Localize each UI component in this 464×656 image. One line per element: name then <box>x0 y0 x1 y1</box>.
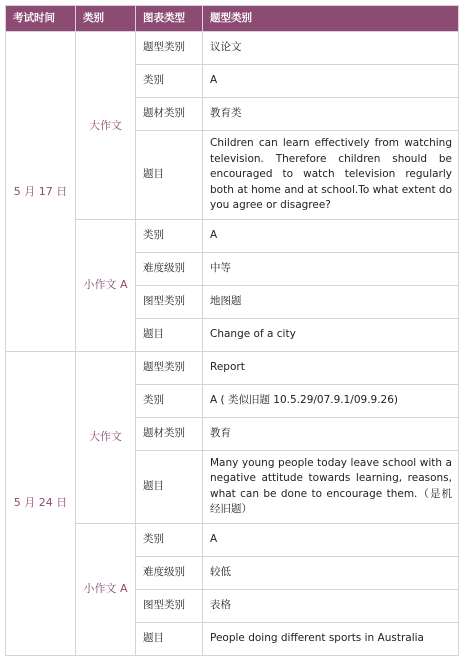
row-value: 表格 <box>203 589 459 622</box>
row-value: Report <box>203 351 459 384</box>
exam-date: 5 月 17 日 <box>6 32 76 352</box>
row-field: 难度级别 <box>136 556 203 589</box>
row-field: 类别 <box>136 384 203 417</box>
header-question-type: 题型类别 <box>203 6 459 32</box>
row-value: A <box>203 219 459 252</box>
header-exam-time: 考试时间 <box>6 6 76 32</box>
table-row <box>6 351 459 384</box>
row-field: 图型类别 <box>136 589 203 622</box>
section-category: 小作文 A <box>76 523 136 655</box>
row-field: 类别 <box>136 65 203 98</box>
row-value: 教育类 <box>203 98 459 131</box>
row-field: 类别 <box>136 523 203 556</box>
row-value: A <box>203 523 459 556</box>
row-field: 题材类别 <box>136 417 203 450</box>
exam-table <box>5 5 459 656</box>
exam-date: 5 月 24 日 <box>6 351 76 655</box>
row-field: 题目 <box>136 450 203 523</box>
table-row <box>6 32 459 65</box>
row-field: 题目 <box>136 318 203 351</box>
row-value: 中等 <box>203 252 459 285</box>
row-value: People doing different sports in Australia <box>203 622 459 655</box>
row-value: 较低 <box>203 556 459 589</box>
row-field: 题材类别 <box>136 98 203 131</box>
row-field: 题目 <box>136 622 203 655</box>
row-field: 图型类别 <box>136 285 203 318</box>
section-category: 大作文 <box>76 351 136 523</box>
section-category: 大作文 <box>76 32 136 220</box>
row-value: 议论文 <box>203 32 459 65</box>
row-value: Many young people today leave school with a negative attitude towards learning, reasons, what can be done to encourage them.（是机经旧题） <box>203 450 459 523</box>
row-value: A <box>203 65 459 98</box>
header-category: 类别 <box>76 6 136 32</box>
row-field: 类别 <box>136 219 203 252</box>
row-value: Children can learn effectively from watching television. Therefore children should be encouraged to watch television regularly both at home and at school.To what extent do you agree or disagree? <box>203 131 459 220</box>
row-field: 题型类别 <box>136 32 203 65</box>
header-row <box>6 6 459 32</box>
row-value: A ( 类似旧题 10.5.29/07.9.1/09.9.26) <box>203 384 459 417</box>
row-field: 难度级别 <box>136 252 203 285</box>
row-value: 地图题 <box>203 285 459 318</box>
header-chart-type: 图表类型 <box>136 6 203 32</box>
row-field: 题目 <box>136 131 203 220</box>
row-value: 教育 <box>203 417 459 450</box>
row-field: 题型类别 <box>136 351 203 384</box>
row-value: Change of a city <box>203 318 459 351</box>
section-category: 小作文 A <box>76 219 136 351</box>
